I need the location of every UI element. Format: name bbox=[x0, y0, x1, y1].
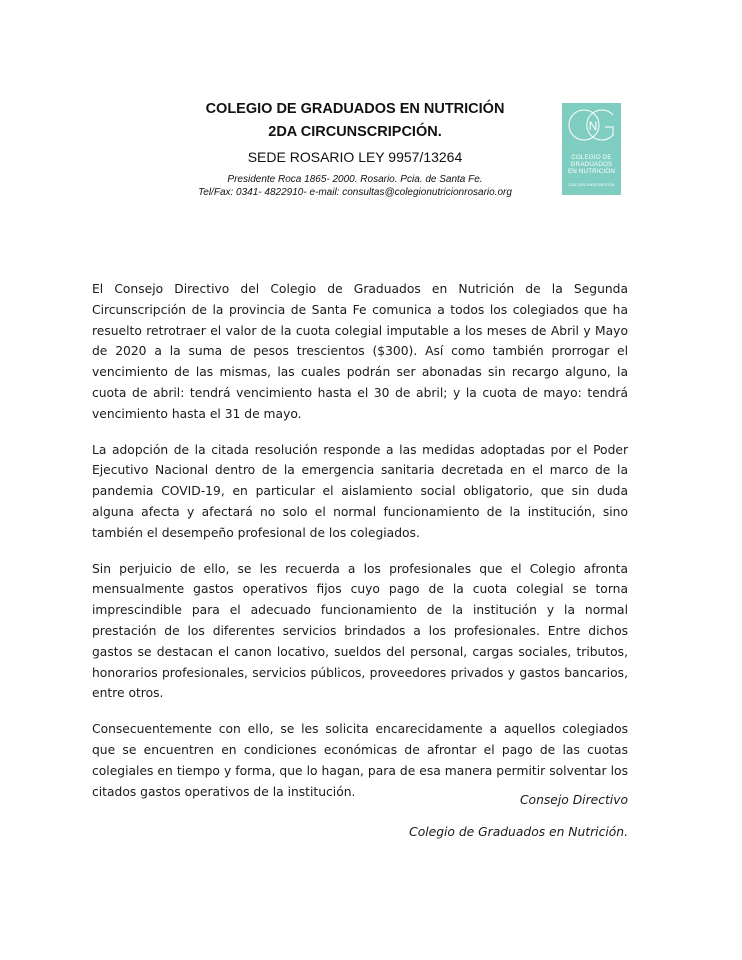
logo-emblem-icon bbox=[562, 103, 621, 195]
logo-text-line1: COLEGIO DE bbox=[571, 154, 612, 161]
logo-text-line2: GRADUADOS bbox=[570, 161, 613, 168]
body-paragraph-4: Consecuentemente con ello, se les solicita encarecidamente a aquellos colegiados que se encuentren en condiciones económicas de afrontar el pago de las cuotas colegiales en tiempo y forma, que lo hagan, para de esa manera permitir solventar los citados gastos operativos de la institución. bbox=[92, 722, 628, 799]
body-paragraph-3: Sin perjuicio de ello, se les recuerda a los profesionales que el Colegio afronta mensualmente gastos operativos fijos cuyo pago de la cuota colegial se torna imprescindible para el adecuado funcionamiento de la institución y la normal prestación de los diferentes servicios brindados a los profesionales. Entre dichos gastos se destacan el canon locativo, sueldos del personal, cargas sociales, tributos, honorarios profesionales, servicios públicos, proveedores privados y gastos bancarios, entre otros. bbox=[92, 561, 628, 701]
letterhead-subtitle: 2DA CIRCUNSCRIPCIÓN. bbox=[268, 124, 442, 140]
body-paragraph-2: La adopción de la citada resolución responde a las medidas adoptadas por el Poder Ejecutivo Nacional dentro de la emergencia sanitaria decretada en el marco de la pandemia COVID-19, en particular el aislamiento social obligatorio, que sin duda alguna afecta y afectará no solo el normal funcionamiento de la institución, sino también el desempeño profesional de los colegiados. bbox=[92, 442, 628, 540]
signature-line-2: Colegio de Graduados en Nutrición. bbox=[409, 825, 628, 839]
logo-text-line3: EN NUTRICIÓN bbox=[567, 168, 616, 175]
signature-line-1: Consejo Directivo bbox=[519, 793, 628, 807]
logo-letter: N bbox=[588, 119, 598, 133]
letterhead bbox=[150, 98, 560, 199]
body-paragraph-1: El Consejo Directivo del Colegio de Graduados en Nutrición de la Segunda Circunscripción de la provincia de Santa Fe comunica a todos los colegiados que ha resuelto retrotraer el valor de la cuota colegial imputable a los meses de Abril y Mayo de 2020 a la suma de pesos trescientos ($300). Así como también prorrogar el vencimiento de las mismas, las cuales podrán ser abonadas sin recargo alguno, la cuota de abril: tendrá vencimiento hasta el 30 de abril; y la cuota de mayo: tendrá vencimiento hasta el 31 de mayo. bbox=[92, 282, 628, 421]
letterhead-sede: SEDE ROSARIO LEY 9957/13264 bbox=[247, 149, 463, 165]
signature-block bbox=[409, 790, 628, 842]
letterhead-title: COLEGIO DE GRADUADOS EN NUTRICIÓN bbox=[205, 101, 505, 117]
letterhead-address: Presidente Roca 1865- 2000. Rosario. Pcia. de Santa Fe. bbox=[227, 174, 483, 185]
letterhead-contact: Tel/Fax: 0341- 4822910- e-mail: consultas@colegionutricionrosario.org bbox=[198, 187, 512, 198]
institution-logo bbox=[562, 103, 621, 195]
letter-body bbox=[92, 279, 628, 817]
logo-text-line4: 2DA CIRCUNSCRIPCIÓN bbox=[568, 183, 615, 187]
